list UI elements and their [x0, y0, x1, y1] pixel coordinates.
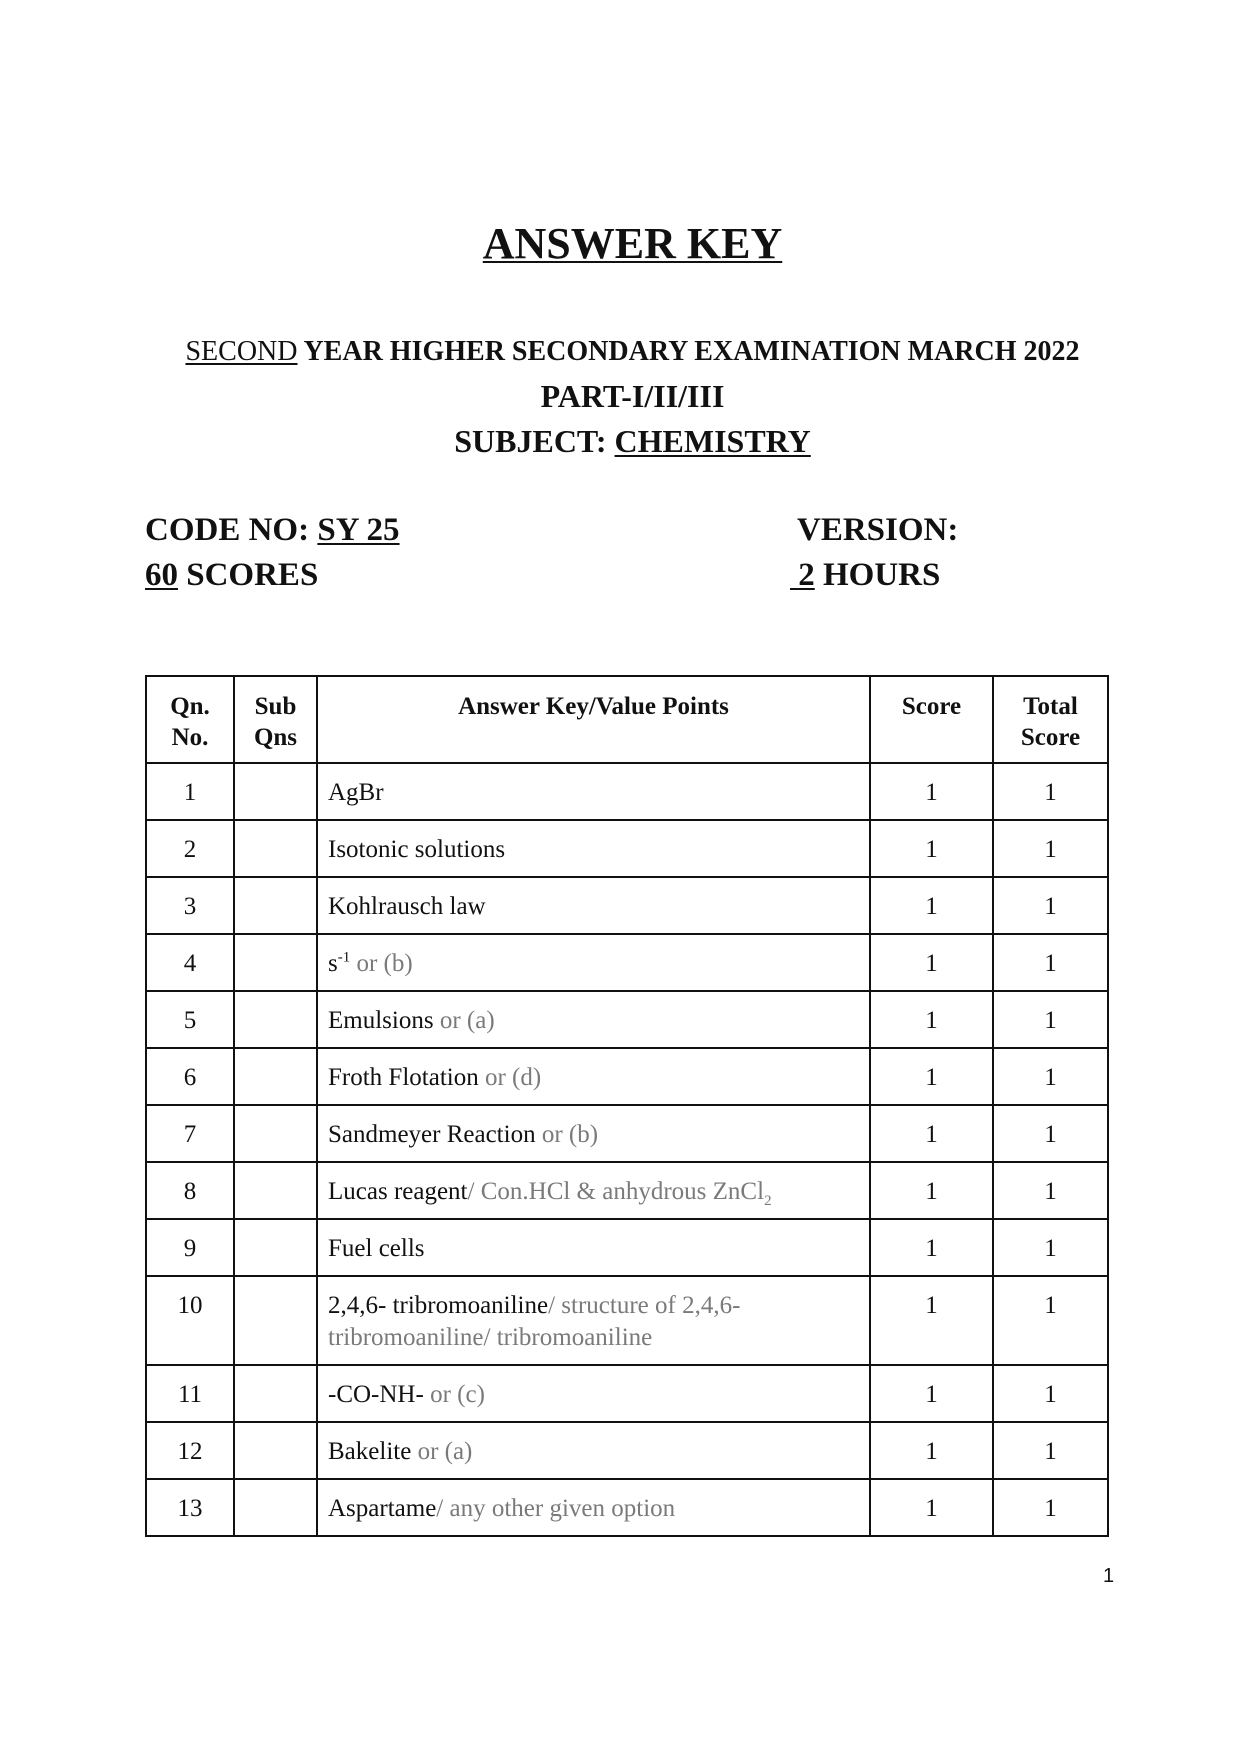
- sub-question: [234, 820, 317, 877]
- total-score-cell: 1: [993, 1276, 1108, 1365]
- answer-main: Aspartame: [328, 1495, 437, 1522]
- table-row: [146, 991, 1108, 1048]
- sub-question: [234, 991, 317, 1048]
- answer-cell: [317, 1479, 870, 1536]
- sub-question: [234, 1219, 317, 1276]
- table-body: [146, 763, 1108, 1536]
- answer-cell: [317, 1276, 870, 1365]
- answer-alternative: or (a): [411, 1438, 473, 1465]
- answer-subscript: 2: [764, 1193, 772, 1209]
- total-score-cell: 1: [993, 877, 1108, 934]
- answer-alternative: or (c): [423, 1381, 485, 1408]
- page-number: 1: [1103, 1565, 1115, 1587]
- table-row: [146, 1276, 1108, 1365]
- total-score-cell: 1: [993, 1105, 1108, 1162]
- question-number: 2: [146, 820, 234, 877]
- version-label: VERSION:: [797, 512, 959, 548]
- score-cell: 1: [870, 1276, 993, 1365]
- answer-superscript: -1: [337, 949, 351, 966]
- code-number: [145, 512, 400, 549]
- score-cell: 1: [870, 1048, 993, 1105]
- table-row: [146, 1105, 1108, 1162]
- question-number: 4: [146, 934, 234, 991]
- table-row: [146, 763, 1108, 820]
- sub-question: [234, 1276, 317, 1365]
- answer-cell: [317, 763, 870, 820]
- answer-cell: [317, 1422, 870, 1479]
- question-number: 3: [146, 877, 234, 934]
- total-score-cell: 1: [993, 1365, 1108, 1422]
- header-sub-qns: Sub Qns: [234, 676, 317, 763]
- answer-cell: [317, 1219, 870, 1276]
- answer-main: 2,4,6- tribromoaniline: [328, 1292, 549, 1319]
- answer-main: Kohlrausch law: [328, 893, 486, 920]
- code-label: CODE NO:: [145, 512, 318, 548]
- exam-prefix: SECOND: [185, 336, 298, 367]
- total-score-cell: 1: [993, 991, 1108, 1048]
- score-cell: 1: [870, 763, 993, 820]
- answer-main: AgBr: [328, 779, 384, 806]
- score-cell: 1: [870, 991, 993, 1048]
- answer-cell: [317, 1048, 870, 1105]
- page-title: [0, 218, 1241, 269]
- sub-question: [234, 1422, 317, 1479]
- table-header-row: [146, 676, 1108, 763]
- answer-cell: [317, 877, 870, 934]
- answer-main: Fuel cells: [328, 1235, 425, 1262]
- answer-main: Lucas reagent: [328, 1178, 468, 1205]
- score-cell: 1: [870, 1219, 993, 1276]
- answer-main: -CO-NH-: [328, 1381, 424, 1408]
- table-row: [146, 877, 1108, 934]
- total-score-cell: 1: [993, 1422, 1108, 1479]
- total-score-cell: 1: [993, 1162, 1108, 1219]
- score-cell: 1: [870, 1365, 993, 1422]
- subject-value: CHEMISTRY: [614, 423, 811, 459]
- answer-alternative: / Con.HCl & anhydrous ZnCl: [467, 1178, 765, 1205]
- subject-label: SUBJECT:: [454, 423, 615, 459]
- hours-label: HOURS: [814, 557, 941, 593]
- total-score-cell: 1: [993, 1048, 1108, 1105]
- sub-question: [234, 763, 317, 820]
- total-score-cell: 1: [993, 763, 1108, 820]
- table-row: [146, 1048, 1108, 1105]
- sub-question: [234, 1105, 317, 1162]
- answer-cell: [317, 1365, 870, 1422]
- question-number: 8: [146, 1162, 234, 1219]
- answer-main: Sandmeyer Reaction: [328, 1121, 536, 1148]
- table-row: [146, 1365, 1108, 1422]
- question-number: 9: [146, 1219, 234, 1276]
- answer-cell: [317, 1105, 870, 1162]
- table-row: [146, 1479, 1108, 1536]
- answer-cell: [317, 991, 870, 1048]
- scores-label: SCORES: [178, 557, 319, 593]
- answer-alternative: or (a): [433, 1007, 495, 1034]
- scores-value: 60: [145, 557, 178, 593]
- question-number: 12: [146, 1422, 234, 1479]
- total-score-cell: 1: [993, 1479, 1108, 1536]
- total-score-cell: 1: [993, 1219, 1108, 1276]
- question-number: 5: [146, 991, 234, 1048]
- table-row: [146, 1219, 1108, 1276]
- subject-heading: [0, 423, 1241, 460]
- hours-value: 2: [790, 557, 815, 593]
- question-number: 13: [146, 1479, 234, 1536]
- table-row: [146, 820, 1108, 877]
- header-score: Score: [870, 676, 993, 763]
- exam-rest: YEAR HIGHER SECONDARY EXAMINATION MARCH 2022: [297, 336, 1080, 367]
- answer-alternative: or (b): [350, 950, 413, 977]
- question-number: 6: [146, 1048, 234, 1105]
- table-row: [146, 934, 1108, 991]
- table-row: [146, 1422, 1108, 1479]
- answer-main: Isotonic solutions: [328, 836, 506, 863]
- score-cell: 1: [870, 934, 993, 991]
- scores-line: [145, 557, 318, 594]
- answer-cell: [317, 820, 870, 877]
- question-number: 1: [146, 763, 234, 820]
- title-text: ANSWER KEY: [482, 219, 783, 268]
- sub-question: [234, 1048, 317, 1105]
- question-number: 10: [146, 1276, 234, 1365]
- answer-alternative: or (b): [535, 1121, 599, 1148]
- part-heading: PART-I/II/III: [540, 378, 725, 414]
- answer-alternative: / structure of 2,4,6-tribromoaniline/ tribromoaniline: [328, 1292, 741, 1351]
- total-score-cell: 1: [993, 934, 1108, 991]
- answer-cell: [317, 934, 870, 991]
- answer-main: Emulsions: [328, 1007, 434, 1034]
- sub-question: [234, 877, 317, 934]
- answer-main: Froth Flotation: [328, 1064, 479, 1091]
- sub-question: [234, 934, 317, 991]
- hours-line: [790, 557, 940, 594]
- answer-main: s: [328, 950, 338, 977]
- total-score-cell: 1: [993, 820, 1108, 877]
- answer-alternative: or (d): [478, 1064, 542, 1091]
- exam-heading: [0, 336, 1241, 368]
- sub-question: [234, 1162, 317, 1219]
- header-qn-no: Qn. No.: [146, 676, 234, 763]
- code-value: SY 25: [317, 512, 400, 548]
- sub-question: [234, 1479, 317, 1536]
- score-cell: 1: [870, 1105, 993, 1162]
- header-total-score: Total Score: [993, 676, 1108, 763]
- answer-alternative: / any other given option: [436, 1495, 676, 1522]
- score-cell: 1: [870, 1479, 993, 1536]
- question-number: 7: [146, 1105, 234, 1162]
- answer-key-table: [145, 675, 1109, 1537]
- score-cell: 1: [870, 1162, 993, 1219]
- score-cell: 1: [870, 877, 993, 934]
- score-cell: 1: [870, 820, 993, 877]
- table-row: [146, 1162, 1108, 1219]
- question-number: 11: [146, 1365, 234, 1422]
- header-answer: Answer Key/Value Points: [317, 676, 870, 763]
- answer-main: Bakelite: [328, 1438, 412, 1465]
- answer-cell: [317, 1162, 870, 1219]
- score-cell: 1: [870, 1422, 993, 1479]
- sub-question: [234, 1365, 317, 1422]
